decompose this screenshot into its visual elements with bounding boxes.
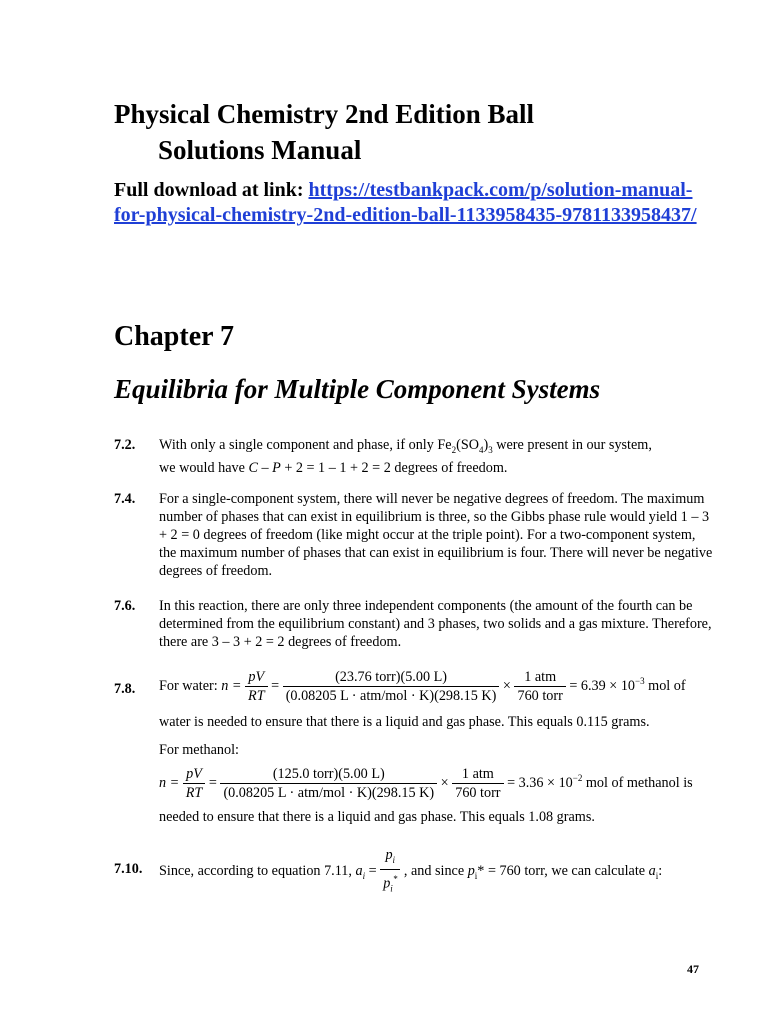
fraction <box>245 668 268 705</box>
book-title-line2: Solutions Manual <box>158 135 362 165</box>
text-segment: ) <box>483 437 489 453</box>
denominator: 760 torr <box>517 688 563 704</box>
numerator: pV <box>183 765 206 784</box>
problem-number: 7.2. <box>114 437 136 453</box>
pressure-symbol: p <box>467 862 475 879</box>
problem-text: For a single-component system, there will never be negative degrees of freedom. The maximum number of phases that can exist in equilibrium is three, so the Gibbs phase rule would yield 1 – 3 + 2 = 0 degrees of freedom (like might occur at the triple point). For a two-component system, the maximum number of phases that can exist in equilibrium is four. There will never be negative degrees of freedom. <box>159 491 713 579</box>
numerator: 1 atm <box>514 668 565 687</box>
fraction <box>220 765 437 802</box>
denominator: RT <box>185 785 203 801</box>
denominator: (0.08205 L · atm/mol · K)(298.15 K) <box>285 688 497 704</box>
denominator: RT <box>248 688 265 704</box>
subscript: 4 <box>478 444 484 455</box>
text-segment: : <box>658 862 663 879</box>
equals-sign: = <box>368 862 377 879</box>
problem-text: needed to ensure that there is a liquid and gas phase. This equals 1.08 grams. <box>159 809 595 825</box>
text-segment: (SO <box>456 437 479 453</box>
book-title <box>114 96 734 168</box>
text-segment: were present in our system, <box>492 437 652 453</box>
text-segment: , and since <box>403 862 468 879</box>
result-value: = 3.36 × 10 <box>507 774 573 791</box>
text-segment: we would have <box>159 459 249 476</box>
methanol-label: For methanol: <box>159 742 239 758</box>
download-label: Full download at link: <box>114 179 304 201</box>
times-sign: × <box>440 774 449 791</box>
text-segment: Since, according to equation 7.11, <box>159 862 352 879</box>
chapter-number: Chapter 7 <box>114 321 235 352</box>
problem-body <box>159 490 714 580</box>
problem-number: 7.4. <box>114 491 136 507</box>
equals-sign: = <box>208 774 217 791</box>
exponent: −2 <box>572 773 583 784</box>
equation-term: n = <box>221 677 242 694</box>
fraction <box>380 846 400 897</box>
problem-body <box>159 436 714 477</box>
problem-text-line <box>159 459 714 477</box>
fraction <box>452 765 503 802</box>
text-segment: * = 760 torr, we can calculate <box>477 862 649 879</box>
exponent: −3 <box>635 676 645 687</box>
fraction <box>283 668 500 705</box>
times-sign: × <box>502 677 511 694</box>
problem-text-line <box>159 436 714 459</box>
denominator: $p_i^*$ <box>383 873 398 894</box>
result-value: = 6.39 × 10 <box>569 677 636 694</box>
activity-symbol: a <box>648 862 656 879</box>
numerator: (23.76 torr)(5.00 L) <box>283 668 500 687</box>
book-title-line1: Physical Chemistry 2nd Edition Ball <box>114 99 535 129</box>
activity-equation <box>159 846 662 897</box>
problem-text: In this reaction, there are only three independent components (the amount of the fourth can be determined from the equilibrium constant) and 3 phases, two solids and a gas mixture. Therefore, there are 3 – 3 + 2 = 2 degrees of freedom. <box>159 598 712 650</box>
methanol-equation <box>159 765 693 802</box>
subscript: i <box>474 870 478 881</box>
problem-number: 7.8. <box>114 681 136 697</box>
problem-number: 7.10. <box>114 861 143 877</box>
denominator: (0.08205 L · atm/mol · K)(298.15 K) <box>223 785 435 801</box>
formula: C – P <box>248 459 281 476</box>
equation-label: For water: <box>159 677 218 694</box>
page-number: 47 <box>687 962 699 976</box>
subscript: 2 <box>451 444 457 455</box>
numerator: (125.0 torr)(5.00 L) <box>220 765 437 784</box>
chapter-title: Equilibria for Multiple Component Systems <box>114 374 601 404</box>
download-line <box>114 178 714 228</box>
problem-number: 7.6. <box>114 598 136 614</box>
subscript: i <box>655 870 659 881</box>
activity-symbol: $a_i$ <box>355 862 366 881</box>
equation-term: n = <box>159 774 180 791</box>
problem-body <box>159 597 714 651</box>
numerator: pV <box>245 668 268 687</box>
numerator: 1 atm <box>452 765 503 784</box>
fraction <box>183 765 206 802</box>
text-segment: With only a single component and phase, if only Fe <box>159 437 452 453</box>
subscript: 3 <box>488 444 493 455</box>
download-link[interactable]: https://testbankpack.com/p/solution-manual-for-physical-chemistry-2nd-edition-ball-1133958435-9781133958437/ <box>114 179 697 226</box>
result-unit: mol of methanol is <box>585 774 693 791</box>
numerator: $p_i$ <box>380 846 400 870</box>
problem-body <box>159 808 714 826</box>
equals-sign: = <box>271 677 280 694</box>
denominator: 760 torr <box>455 785 501 801</box>
water-equation <box>159 668 686 705</box>
result-unit: mol of <box>648 677 686 694</box>
problem-body <box>159 713 714 759</box>
text-segment: + 2 = 1 – 1 + 2 = 2 degrees of freedom. <box>280 459 508 476</box>
problem-text: water is needed to ensure that there is a liquid and gas phase. This equals 0.115 grams. <box>159 714 650 730</box>
fraction <box>514 668 565 705</box>
